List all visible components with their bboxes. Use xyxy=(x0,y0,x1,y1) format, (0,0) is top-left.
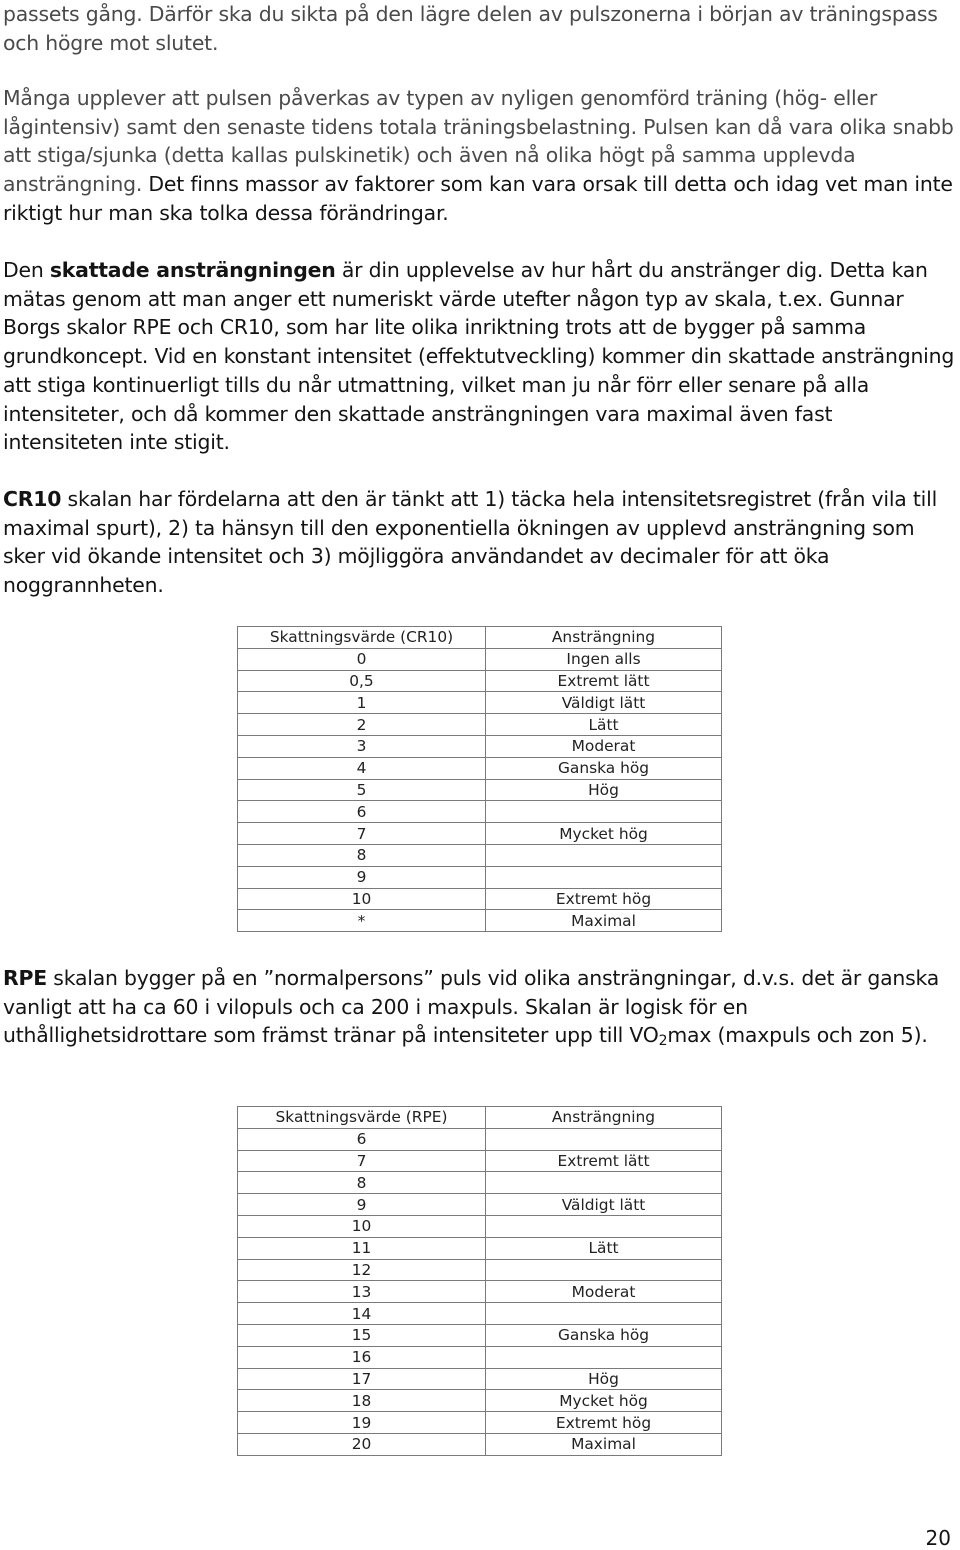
cell-effort: Mycket hög xyxy=(486,1390,722,1412)
cell-value: 1 xyxy=(238,692,486,714)
column-header-effort: Ansträngning xyxy=(486,1107,722,1129)
cell-value: 16 xyxy=(238,1346,486,1368)
cell-effort: Maximal xyxy=(486,1433,722,1455)
paragraph-pulse-timing: passets gång. Därför ska du sikta på den lägre delen av pulszonerna i början av träningspass och högre mot slutet. xyxy=(3,2,938,55)
cell-value: 10 xyxy=(238,1215,486,1237)
table-row xyxy=(238,1412,722,1434)
table-row xyxy=(238,1172,722,1194)
paragraph-rpe-scale-end: max (maxpuls och zon 5). xyxy=(667,1023,928,1048)
cell-value: 5 xyxy=(238,779,486,801)
cell-value: 17 xyxy=(238,1368,486,1390)
cr10-scale-table xyxy=(237,626,722,932)
cell-value: 6 xyxy=(238,801,486,823)
cell-value: 8 xyxy=(238,844,486,866)
cell-value: 10 xyxy=(238,888,486,910)
cell-value: 19 xyxy=(238,1412,486,1434)
cell-effort xyxy=(486,1346,722,1368)
table-row xyxy=(238,1128,722,1150)
paragraph-pulse-variation-part3: Det finns massor av faktorer som kan vara orsak till detta och idag vet man inte riktigt hur man ska tolka dessa förändringar. xyxy=(3,172,953,225)
table-row xyxy=(238,735,722,757)
cell-effort xyxy=(486,844,722,866)
cell-value: 7 xyxy=(238,1150,486,1172)
paragraph-estimated-effort xyxy=(3,256,955,457)
cell-value: 2 xyxy=(238,714,486,736)
cell-value: 6 xyxy=(238,1128,486,1150)
cell-effort: Moderat xyxy=(486,1281,722,1303)
cell-effort xyxy=(486,1172,722,1194)
cell-effort: Väldigt lätt xyxy=(486,1194,722,1216)
rpe-scale-table xyxy=(237,1106,722,1456)
cell-effort: Mycket hög xyxy=(486,823,722,845)
table-row xyxy=(238,779,722,801)
cell-effort: Hög xyxy=(486,1368,722,1390)
column-header-effort: Ansträngning xyxy=(486,627,722,649)
table-row xyxy=(238,1281,722,1303)
table-row xyxy=(238,823,722,845)
paragraph-estimated-effort-post: är din upplevelse av hur hårt du anstränger dig. Detta kan mätas genom att man anger ett numeriskt värde utefter någon typ av skala, t.ex. Gunnar Borgs skalor RPE och CR10, som har lite olika inriktning trots att de bygger på samma grundkoncept. Vid en konstant intensitet (effektutveckling) kommer din skattade ansträngning att stiga kontinuerligt tills du når utmattning, vilket man ju når förr eller senare på alla intensiteter, och då kommer den skattade ansträngningen vara maximal även fast intensiteten inte stigit. xyxy=(3,258,955,455)
cell-effort: Extremt lätt xyxy=(486,1150,722,1172)
table-row xyxy=(238,1390,722,1412)
table-row xyxy=(238,888,722,910)
cell-value: 12 xyxy=(238,1259,486,1281)
cell-effort: Ganska hög xyxy=(486,1324,722,1346)
cell-value: 8 xyxy=(238,1172,486,1194)
cell-effort: Väldigt lätt xyxy=(486,692,722,714)
column-header-value: Skattningsvärde (RPE) xyxy=(238,1107,486,1129)
table-row xyxy=(238,714,722,736)
cell-value: 4 xyxy=(238,757,486,779)
cell-effort xyxy=(486,1259,722,1281)
table-row xyxy=(238,866,722,888)
cell-effort: Maximal xyxy=(486,910,722,932)
paragraph-rpe-scale xyxy=(3,964,955,1056)
table-row xyxy=(238,1194,722,1216)
vo2-subscript: 2 xyxy=(658,1033,668,1050)
cell-effort xyxy=(486,801,722,823)
table-row xyxy=(238,1324,722,1346)
cell-value: 13 xyxy=(238,1281,486,1303)
cell-effort xyxy=(486,866,722,888)
cell-effort: Extremt lätt xyxy=(486,670,722,692)
table-row xyxy=(238,757,722,779)
table-row xyxy=(238,1259,722,1281)
table-row xyxy=(238,670,722,692)
cell-value: 0 xyxy=(238,648,486,670)
cell-effort: Ganska hög xyxy=(486,757,722,779)
page-number: 20 xyxy=(925,1526,951,1550)
cell-effort xyxy=(486,1303,722,1325)
paragraph-cr10-scale xyxy=(3,485,955,600)
paragraph-cr10-scale-text: skalan har fördelarna att den är tänkt att 1) täcka hela intensitetsregistret (från vila till maximal spurt), 2) ta hänsyn till den exponentiella ökningen av upplevd ansträngning som sker vid ökande intensitet och 3) möjliggöra användandet av decimaler för att öka noggrannheten. xyxy=(3,487,938,598)
table-row xyxy=(238,692,722,714)
paragraph-rpe-scale-text: skalan bygger på en ”normalpersons” puls vid olika ansträngningar, d.v.s. det är ganska vanligt att ha ca 60 i vilopuls och ca 200 i maxpuls. Skalan är logisk för en uthållighetsidrottare som främst tränar på intensiteter upp till VO xyxy=(3,966,940,1048)
cell-effort: Ingen alls xyxy=(486,648,722,670)
term-skattade-anstrangningen: skattade ansträngningen xyxy=(49,258,336,282)
cell-effort: Moderat xyxy=(486,735,722,757)
paragraph-estimated-effort-pre: Den xyxy=(3,258,50,282)
cell-effort: Extremt hög xyxy=(486,888,722,910)
table-row xyxy=(238,801,722,823)
cell-effort: Lätt xyxy=(486,714,722,736)
cell-value: 9 xyxy=(238,866,486,888)
column-header-value: Skattningsvärde (CR10) xyxy=(238,627,486,649)
cell-effort: Hög xyxy=(486,779,722,801)
table-row xyxy=(238,844,722,866)
cell-effort xyxy=(486,1128,722,1150)
table-row xyxy=(238,1303,722,1325)
paragraph-pulse-variation-part1: Många upplever att pulsen påverkas av typen av nyligen genomförd träning (hög- eller lågintensiv) samt den senaste tidens totala träningsbelastning. xyxy=(3,86,878,139)
table-row xyxy=(238,1150,722,1172)
cell-value: 3 xyxy=(238,735,486,757)
cell-value: 20 xyxy=(238,1433,486,1455)
paragraph-pulse-variation-part2: Pulsen kan då vara olika snabb att stiga/sjunka (detta kallas pulskinetik) och även nå olika högt på samma upplevda ansträngning. xyxy=(3,114,954,197)
table-row xyxy=(238,1215,722,1237)
cell-effort: Lätt xyxy=(486,1237,722,1259)
table-row xyxy=(238,1368,722,1390)
table-row xyxy=(238,910,722,932)
cell-value: 7 xyxy=(238,823,486,845)
term-cr10: CR10 xyxy=(3,487,62,511)
table-row xyxy=(238,648,722,670)
table-row xyxy=(238,1237,722,1259)
cell-value: * xyxy=(238,910,486,932)
cell-value: 18 xyxy=(238,1390,486,1412)
cell-value: 0,5 xyxy=(238,670,486,692)
cell-value: 14 xyxy=(238,1303,486,1325)
term-rpe: RPE xyxy=(3,966,47,990)
cell-value: 9 xyxy=(238,1194,486,1216)
table-row xyxy=(238,1346,722,1368)
cell-value: 15 xyxy=(238,1324,486,1346)
cell-value: 11 xyxy=(238,1237,486,1259)
cell-effort xyxy=(486,1215,722,1237)
cell-effort: Extremt hög xyxy=(486,1412,722,1434)
table-header-row xyxy=(238,1107,722,1129)
table-row xyxy=(238,1433,722,1455)
paragraph-pulse-variation xyxy=(3,84,955,228)
table-header-row xyxy=(238,627,722,649)
